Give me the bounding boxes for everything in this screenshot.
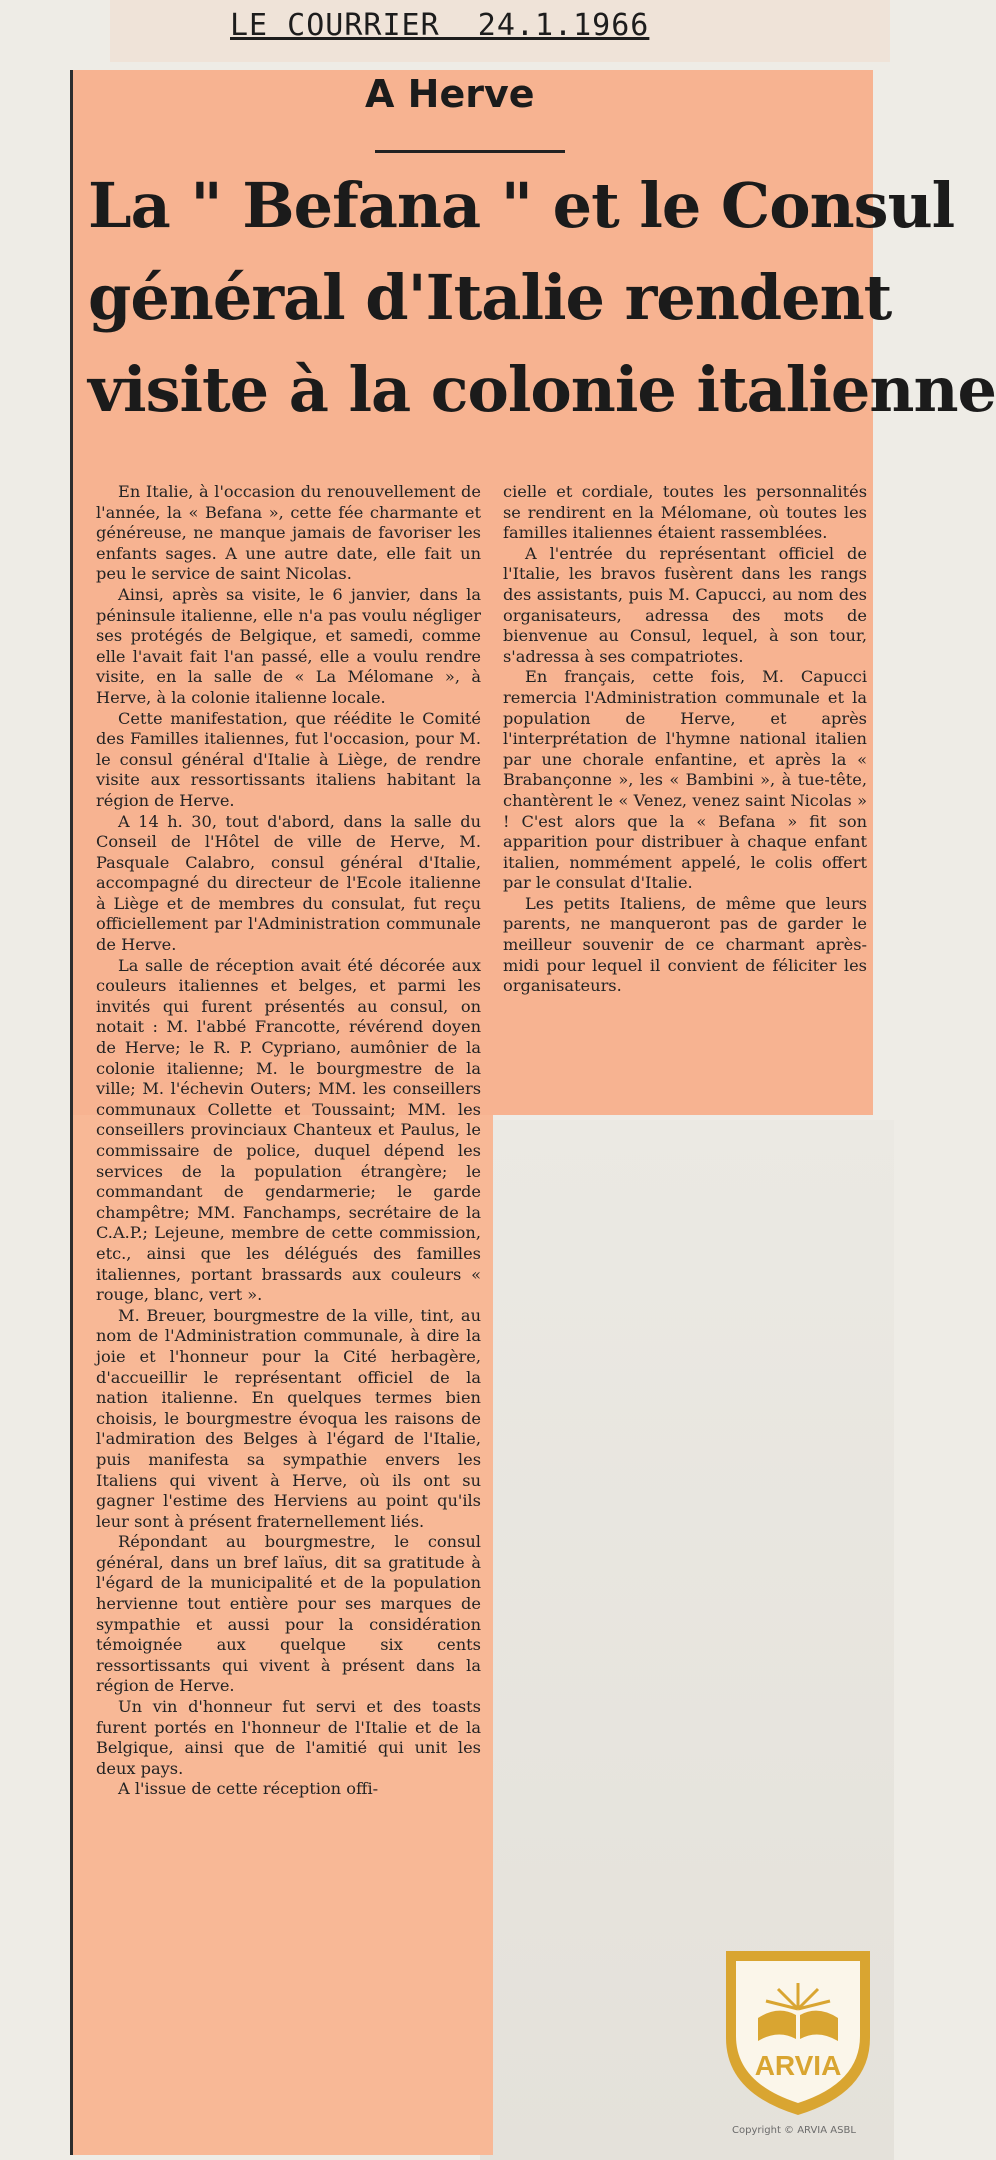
- paragraph: En Italie, à l'occasion du renouvellement de l'année, la « Befana », cette fée charmante et généreuse, ne manque jamais de favoriser les enfants sages. A une autre date, elle fait un peu le service de saint Nicolas.: [96, 482, 481, 584]
- article-column-left: [96, 482, 481, 1800]
- headline-line: général d'Italie rendent: [88, 261, 892, 334]
- headline: [88, 160, 996, 436]
- paragraph: A 14 h. 30, tout d'abord, dans la salle du Conseil de l'Hôtel de ville de Herve, M. Pasquale Calabro, consul général d'Italie, accompagné du directeur de l'Ecole italienne à Liège et de membres du consulat, fut reçu officiellement par l'Administration communale de Herve.: [96, 811, 481, 955]
- paragraph: La salle de réception avait été décorée aux couleurs italiennes et belges, et parmi les invités qui furent présentés au consul, on notait : M. l'abbé Francotte, révérend doyen de Herve; le R. P. Cypriano, aumônier de la colonie italienne; M. le bourgmestre de la ville; M. l'échevin Outers; MM. les conseillers communaux Collette et Toussaint; MM. les conseillers provinciaux Chanteux et Paulus, le commissaire de police, duquel dépend les services de la population étrangère; le commandant de gendarmerie; le garde champêtre; MM. Fanchamps, secrétaire de la C.A.P.; Lejeune, membre de cette commission, etc., ainsi que les délégués des familles italiennes, portant brassards aux couleurs « rouge, blanc, vert ».: [96, 955, 481, 1305]
- logo-text: ARVIA: [754, 2050, 842, 2081]
- masthead: LE COURRIER 24.1.1966: [230, 8, 650, 43]
- paragraph: cielle et cordiale, toutes les personnalités se rendirent en la Mélomane, où toutes les familles italiennes étaient rassemblées.: [503, 482, 867, 543]
- paragraph: Ainsi, après sa visite, le 6 janvier, dans la péninsule italienne, elle n'a pas voulu négliger ses protégés de Belgique, et samedi, comme elle l'avait fait l'an passé, elle a voulu rendre visite, en la salle de « La Mélomane », à Herve, à la colonie italienne locale.: [96, 584, 481, 707]
- paragraph: A l'entrée du représentant officiel de l'Italie, les bravos fusèrent dans les rangs des assistants, puis M. Capucci, au nom des organisateurs, adressa des mots de bienvenue au Consul, lequel, à son tour, s'adressa à ses compatriotes.: [503, 543, 867, 666]
- shield-icon: [718, 1943, 878, 2118]
- paragraph: M. Breuer, bourgmestre de la ville, tint, au nom de l'Administration communale, à dire la joie et l'honneur pour la Cité herbagère, d'accueillir le représentant officiel de la nation italienne. En quelques termes bien choisis, le bourgmestre évoqua les raisons de l'admiration des Belges à l'égard de l'Italie, puis manifesta sa sympathie envers les Italiens qui vivent à Herve, où ils ont su gagner l'estime des Herviens au point qu'ils leur sont à présent fraternellement liés.: [96, 1305, 481, 1531]
- copyright: Copyright © ARVIA ASBL: [732, 2125, 856, 2136]
- paragraph: Un vin d'honneur fut servi et des toasts furent portés en l'honneur de l'Italie et de la Belgique, ainsi que de l'amitié qui unit les deux pays.: [96, 1697, 481, 1778]
- arvia-logo: [718, 1943, 878, 2118]
- kicker: A Herve: [365, 72, 535, 116]
- paragraph: A l'issue de cette réception offi-: [118, 1779, 379, 1799]
- paragraph: Répondant au bourgmestre, le consul général, dans un bref laïus, dit sa gratitude à l'égard de la municipalité et de la population hervienne tout entière pour ses marques de sympathie et aussi pour la considération témoignée aux quelque six cents ressortissants qui vivent à présent dans la région de Herve.: [96, 1532, 481, 1696]
- paragraph: Les petits Italiens, de même que leurs parents, ne manqueront pas de garder le meilleur souvenir de ce charmant après-midi pour lequel il convient de féliciter les organisateurs.: [503, 893, 867, 996]
- article-column-right: [503, 482, 867, 997]
- headline-line: visite à la colonie italienne: [88, 353, 996, 426]
- paragraph: Cette manifestation, que réédite le Comité des Familles italiennes, fut l'occasion, pour M. le consul général d'Italie à Liège, de rendre visite aux ressortissants italiens habitant la région de Herve.: [96, 708, 481, 810]
- kicker-rule: [375, 150, 565, 153]
- headline-line: La " Befana " et le Consul: [88, 169, 955, 242]
- paragraph: En français, cette fois, M. Capucci remercia l'Administration communale et la population de Herve, et après l'interprétation de l'hymne national italien par une chorale enfantine, et après la « Brabançonne », les « Bambini », à tue-tête, chantèrent le « Venez, venez saint Nicolas » ! C'est alors que la « Befana » fit son apparition pour distribuer à chaque enfant italien, nommément appelé, le colis offert par le consulat d'Italie.: [503, 667, 867, 893]
